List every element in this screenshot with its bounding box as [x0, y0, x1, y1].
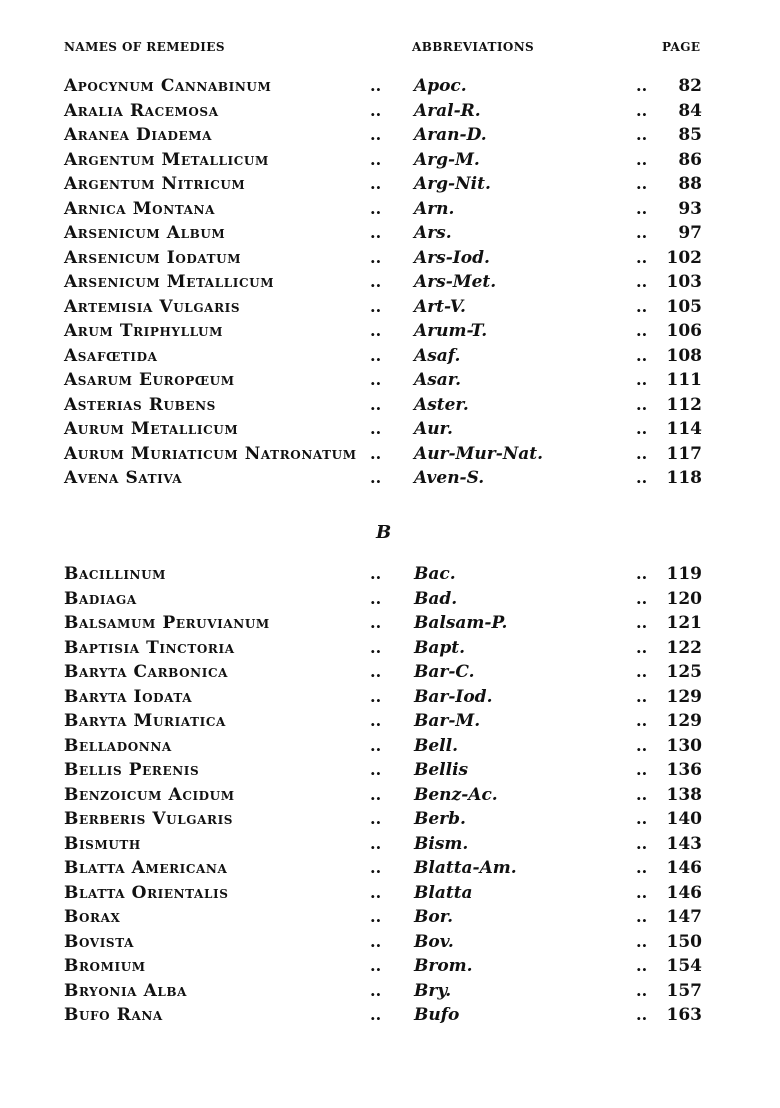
remedy-name: Baryta Carbonica [64, 662, 229, 682]
leader-dots: .. [370, 76, 382, 95]
remedy-name: Bufo Rana [64, 1005, 163, 1025]
leader-dots: .. [370, 198, 382, 218]
leader-dots: .. [636, 125, 648, 144]
remedy-row [0, 930, 780, 955]
leader-dots: .. [370, 272, 382, 291]
leader-dots: .. [370, 931, 382, 951]
remedy-row [0, 832, 780, 857]
remedy-abbreviation: Arg-Nit. [414, 174, 491, 194]
leader-dots: .. [636, 637, 648, 657]
leader-dots: .. [370, 907, 382, 926]
leader-dots: .. [370, 443, 382, 463]
page-number: 108 [666, 345, 702, 366]
page-number: 88 [678, 174, 702, 194]
leader-dots: .. [370, 980, 382, 1000]
page-header: PAGE [662, 40, 701, 54]
page-number: 93 [678, 198, 702, 219]
leader-dots: .. [370, 247, 382, 267]
page-number: 154 [666, 956, 702, 976]
remedy-name: Bismuth [64, 833, 141, 854]
leader-dots: .. [636, 760, 648, 779]
remedy-abbreviation: Bellis [414, 760, 469, 780]
section-b-list [0, 562, 780, 1028]
names-header: NAMES OF REMEDIES [64, 40, 225, 54]
page-number: 163 [666, 1005, 702, 1025]
remedy-abbreviation: Blatta-Am. [414, 858, 517, 878]
leader-dots: .. [636, 468, 648, 487]
remedy-name: Aralia Racemosa [64, 100, 219, 121]
remedy-row [0, 734, 780, 759]
remedy-name: Arnica Montana [64, 198, 216, 219]
remedy-row [0, 270, 780, 295]
remedy-row [0, 685, 780, 710]
page-number: 86 [678, 149, 702, 170]
remedy-row [0, 611, 780, 636]
leader-dots: .. [370, 686, 382, 706]
leader-dots: .. [636, 394, 648, 414]
leader-dots: .. [636, 784, 648, 804]
page-number: 106 [666, 321, 702, 341]
remedy-row [0, 1003, 780, 1028]
leader-dots: .. [370, 711, 382, 730]
remedy-row [0, 954, 780, 979]
page-number: 118 [666, 468, 702, 488]
remedy-name: Avena Sativa [64, 468, 183, 488]
remedy-abbreviation: Berb. [414, 809, 466, 829]
page-number: 112 [666, 394, 702, 415]
page-number: 102 [666, 247, 702, 268]
page-number: 150 [666, 931, 702, 952]
leader-dots: .. [370, 760, 382, 779]
leader-dots: .. [370, 784, 382, 804]
remedy-abbreviation: Bar-C. [414, 662, 475, 682]
remedy-row [0, 442, 780, 467]
remedy-row [0, 636, 780, 661]
page-number: 130 [666, 735, 702, 756]
leader-dots: .. [636, 223, 648, 242]
remedy-abbreviation: Aur-Mur-Nat. [414, 443, 544, 464]
remedy-abbreviation: Arg-M. [414, 149, 480, 170]
page-number: 119 [666, 564, 702, 584]
leader-dots: .. [636, 980, 648, 1000]
remedy-abbreviation: Aral-R. [414, 100, 481, 121]
remedy-row [0, 246, 780, 271]
remedy-row [0, 856, 780, 881]
remedy-abbreviation: Bism. [414, 833, 469, 854]
leader-dots: .. [370, 588, 382, 608]
page-number: 84 [678, 100, 702, 121]
remedy-name: Apocynum Cannabinum [64, 76, 272, 96]
leader-dots: .. [636, 735, 648, 755]
remedy-row [0, 562, 780, 587]
remedy-row [0, 881, 780, 906]
remedy-row [0, 344, 780, 369]
page-number: 122 [666, 637, 702, 658]
remedy-row [0, 197, 780, 222]
remedy-abbreviation: Bov. [414, 931, 454, 952]
leader-dots: .. [636, 907, 648, 926]
remedy-abbreviation: Brom. [414, 956, 473, 976]
leader-dots: .. [636, 149, 648, 169]
leader-dots: .. [370, 882, 382, 902]
remedy-name: Belladonna [64, 735, 172, 756]
remedy-abbreviation: Bor. [414, 907, 454, 927]
remedy-name: Bromium [64, 956, 146, 976]
leader-dots: .. [636, 419, 648, 438]
remedy-name: Artemisia Vulgaris [64, 296, 241, 317]
leader-dots: .. [636, 833, 648, 853]
leader-dots: .. [370, 1005, 382, 1024]
page-number: 82 [678, 76, 702, 96]
page-number: 129 [666, 711, 702, 731]
leader-dots: .. [370, 174, 382, 193]
leader-dots: .. [370, 956, 382, 975]
remedy-row [0, 905, 780, 930]
leader-dots: .. [370, 321, 382, 340]
page-number: 97 [678, 223, 702, 243]
remedy-name: Blatta Orientalis [64, 882, 229, 903]
remedy-name: Asterias Rubens [64, 394, 216, 415]
leader-dots: .. [636, 956, 648, 975]
remedy-name: Arsenicum Iodatum [64, 247, 242, 268]
column-header [0, 40, 780, 60]
remedy-row [0, 587, 780, 612]
remedy-abbreviation: Aven-S. [414, 468, 485, 488]
leader-dots: .. [636, 686, 648, 706]
leader-dots: .. [636, 345, 648, 365]
remedy-name: Baptisia Tinctoria [64, 637, 235, 658]
remedy-name: Asarum Europœum [64, 370, 235, 390]
leader-dots: .. [636, 76, 648, 95]
leader-dots: .. [636, 272, 648, 291]
remedy-name: Balsamum Peruvianum [64, 613, 270, 633]
remedy-abbreviation: Bar-M. [414, 711, 481, 731]
remedy-abbreviation: Bac. [414, 564, 456, 584]
remedy-row [0, 807, 780, 832]
remedy-row [0, 295, 780, 320]
leader-dots: .. [370, 100, 382, 120]
section-a-list [0, 74, 780, 491]
remedy-row [0, 979, 780, 1004]
remedy-abbreviation: Bad. [414, 588, 458, 609]
remedy-abbreviation: Arn. [414, 198, 455, 219]
remedy-name: Berberis Vulgaris [64, 809, 234, 829]
leader-dots: .. [370, 468, 382, 487]
leader-dots: .. [370, 296, 382, 316]
remedy-name: Aurum Muriaticum Natronatum [64, 443, 357, 464]
section-b-letter: B [376, 522, 392, 543]
leader-dots: .. [370, 345, 382, 365]
leader-dots: .. [370, 833, 382, 853]
leader-dots: .. [636, 613, 648, 632]
remedy-row [0, 466, 780, 491]
remedy-name: Arum Triphyllum [64, 321, 223, 341]
remedy-abbreviation: Ars. [414, 223, 452, 243]
leader-dots: .. [370, 613, 382, 632]
leader-dots: .. [370, 223, 382, 242]
remedy-row [0, 417, 780, 442]
leader-dots: .. [370, 637, 382, 657]
abbreviations-header: ABBREVIATIONS [412, 40, 535, 54]
leader-dots: .. [636, 882, 648, 902]
remedy-row [0, 660, 780, 685]
leader-dots: .. [636, 1005, 648, 1024]
remedy-abbreviation: Bell. [414, 735, 459, 756]
remedy-name: Blatta Americana [64, 858, 228, 878]
remedy-name: Arsenicum Metallicum [64, 272, 275, 292]
remedy-name: Baryta Iodata [64, 686, 193, 707]
remedy-name: Bacillinum [64, 564, 167, 584]
remedy-name: Bellis Perenis [64, 760, 200, 780]
remedy-row [0, 172, 780, 197]
leader-dots: .. [370, 809, 382, 828]
remedy-abbreviation: Bapt. [414, 637, 466, 658]
page-number: 129 [666, 686, 702, 707]
leader-dots: .. [370, 858, 382, 877]
leader-dots: .. [370, 419, 382, 438]
remedy-name: Badiaga [64, 588, 137, 609]
remedy-row [0, 709, 780, 734]
remedy-abbreviation: Aran-D. [414, 125, 487, 145]
leader-dots: .. [370, 370, 382, 389]
remedy-row [0, 319, 780, 344]
leader-dots: .. [636, 174, 648, 193]
remedy-name: Asafœtida [64, 345, 158, 366]
leader-dots: .. [636, 564, 648, 583]
remedy-abbreviation: Balsam-P. [414, 613, 508, 633]
page-number: 138 [666, 784, 702, 805]
remedy-name: Argentum Nitricum [64, 174, 246, 194]
remedy-name: Borax [64, 907, 121, 927]
page-number: 146 [666, 858, 702, 878]
leader-dots: .. [370, 662, 382, 681]
remedy-name: Bryonia Alba [64, 980, 188, 1001]
leader-dots: .. [636, 809, 648, 828]
remedy-name: Argentum Metallicum [64, 149, 269, 170]
page-number: 140 [666, 809, 702, 829]
leader-dots: .. [636, 662, 648, 681]
remedy-name: Aurum Metallicum [64, 419, 239, 439]
remedy-name: Baryta Muriatica [64, 711, 226, 731]
leader-dots: .. [636, 296, 648, 316]
remedy-abbreviation: Benz-Ac. [414, 784, 498, 805]
page-number: 114 [666, 419, 702, 439]
page-number: 121 [666, 613, 702, 633]
remedy-abbreviation: Bar-Iod. [414, 686, 493, 707]
leader-dots: .. [636, 321, 648, 340]
remedy-row [0, 758, 780, 783]
remedy-abbreviation: Apoc. [414, 76, 467, 96]
remedy-row [0, 74, 780, 99]
leader-dots: .. [636, 443, 648, 463]
page-number: 143 [666, 833, 702, 854]
leader-dots: .. [636, 858, 648, 877]
remedy-row [0, 123, 780, 148]
leader-dots: .. [636, 247, 648, 267]
leader-dots: .. [636, 711, 648, 730]
remedy-abbreviation: Aster. [414, 394, 469, 415]
page-number: 111 [666, 370, 702, 390]
remedy-name: Bovista [64, 931, 134, 952]
remedy-abbreviation: Asaf. [414, 345, 461, 366]
page-number: 147 [666, 907, 702, 927]
leader-dots: .. [636, 931, 648, 951]
remedy-row [0, 221, 780, 246]
remedy-row [0, 368, 780, 393]
remedy-name: Aranea Diadema [64, 125, 213, 145]
leader-dots: .. [636, 588, 648, 608]
leader-dots: .. [370, 149, 382, 169]
remedy-abbreviation: Asar. [414, 370, 462, 390]
page-number: 146 [666, 882, 702, 903]
leader-dots: .. [370, 735, 382, 755]
remedy-name: Arsenicum Album [64, 223, 226, 243]
remedy-row [0, 393, 780, 418]
leader-dots: .. [370, 125, 382, 144]
leader-dots: .. [636, 100, 648, 120]
remedy-abbreviation: Blatta [414, 882, 473, 903]
page-number: 136 [666, 760, 702, 780]
remedy-abbreviation: Arum-T. [414, 321, 488, 341]
page-number: 85 [678, 125, 702, 145]
remedy-abbreviation: Ars-Iod. [414, 247, 490, 268]
leader-dots: .. [370, 394, 382, 414]
page-number: 103 [666, 272, 702, 292]
remedy-abbreviation: Art-V. [414, 296, 466, 317]
remedy-row [0, 148, 780, 173]
remedy-name: Benzoicum Acidum [64, 784, 235, 805]
leader-dots: .. [636, 370, 648, 389]
page-number: 157 [666, 980, 702, 1001]
page-number: 120 [666, 588, 702, 609]
remedy-abbreviation: Bufo [414, 1005, 460, 1025]
remedy-abbreviation: Aur. [414, 419, 453, 439]
leader-dots: .. [370, 564, 382, 583]
remedy-row [0, 783, 780, 808]
remedy-abbreviation: Ars-Met. [414, 272, 497, 292]
page-number: 105 [666, 296, 702, 317]
page-number: 125 [666, 662, 702, 682]
remedy-row [0, 99, 780, 124]
remedy-abbreviation: Bry. [414, 980, 452, 1001]
page-number: 117 [666, 443, 702, 464]
leader-dots: .. [636, 198, 648, 218]
